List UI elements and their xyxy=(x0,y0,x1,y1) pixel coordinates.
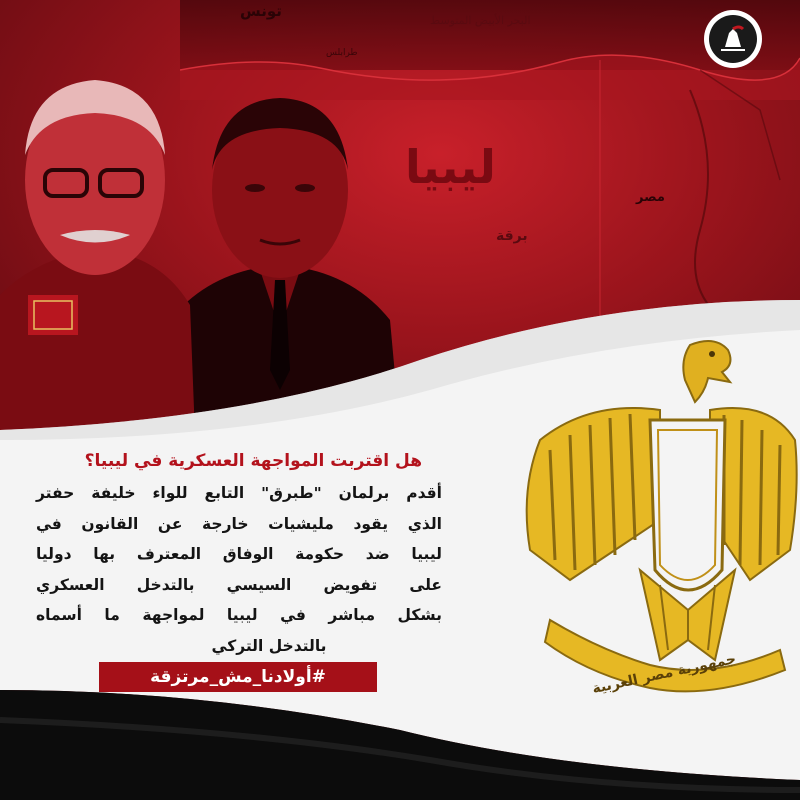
body-line: بالتدخل التركي xyxy=(211,636,327,655)
map-label-tripoli: طرابلس xyxy=(326,48,358,58)
map-label-mediterranean: البحر الأبيض المتوسط xyxy=(430,14,531,27)
map-label-barqa: برقة xyxy=(496,228,528,244)
body-line: أقدم برلمان "طبرق" التابع للواء خليفة حفتر xyxy=(36,484,442,502)
map-label-egypt: مصر xyxy=(636,190,665,205)
channel-logo-icon xyxy=(704,10,762,68)
article-text-block xyxy=(36,450,442,661)
body-line: على تفويض السيسي بالتدخل العسكري xyxy=(36,575,442,594)
body-line: الذي يقود مليشيات خارجة عن القانون في xyxy=(36,514,442,533)
logo-inner xyxy=(709,15,757,63)
map-label-tunis: تونس xyxy=(240,2,282,20)
headline: هل اقتربت المواجهة العسكرية في ليبيا؟ xyxy=(84,451,422,471)
eagle-of-saladin-icon xyxy=(510,320,800,700)
emblem-text: جمهورية مصر العربية xyxy=(590,651,738,698)
body-line: ليبيا ضد حكومة الوفاق المعترف بها دوليا xyxy=(36,545,442,563)
body-line: بشكل مباشر في ليبيا لمواجهة ما أسماه xyxy=(36,606,442,624)
map-label-libya: ليبيا xyxy=(405,140,496,194)
logo-mark-icon xyxy=(709,15,757,63)
hashtag-banner: #أولادنا_مش_مرتزقة xyxy=(99,662,377,692)
